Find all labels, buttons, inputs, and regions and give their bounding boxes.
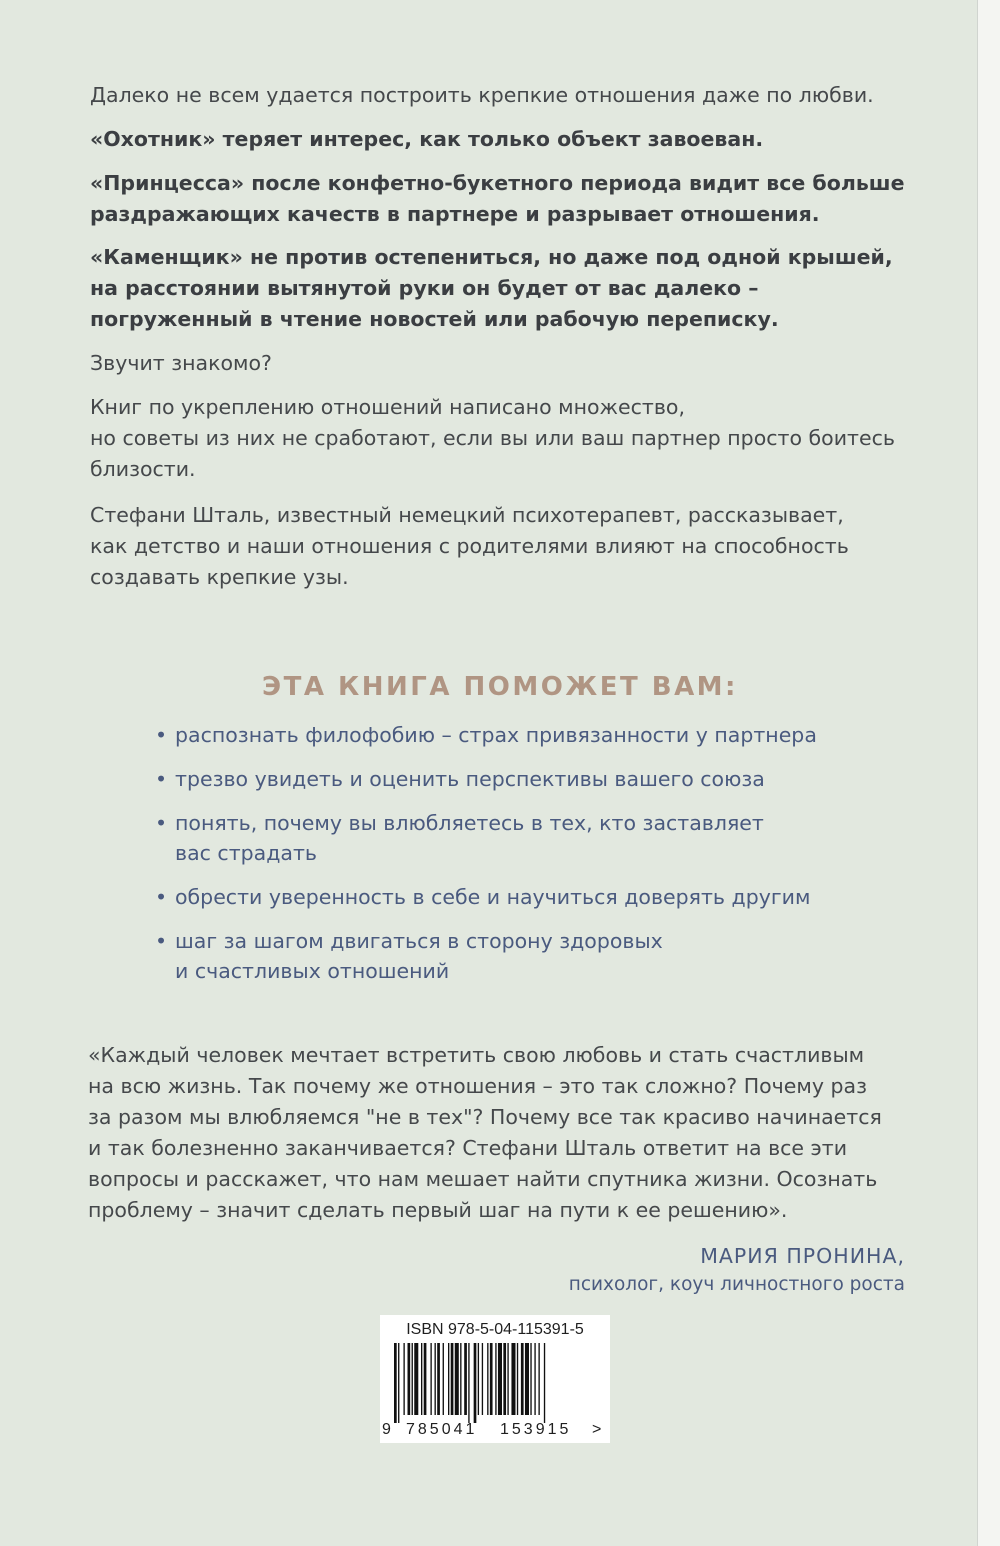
barcode-bar [507,1343,508,1415]
bullet-icon: • [155,767,168,791]
barcode-digits-left: 785041 [406,1421,478,1438]
testimonial-quote: «Каждый человек мечтает встретить свою любовь и стать счастливым на всю жизнь. Так почему же отношения – это так сложно? Почему раз за разом мы влюбляемся "не в тех"? Почему все так красиво начинается и так болезненно заканчивается? Стефани Шталь ответит на все эти вопросы и расскажет, что нам мешает найти спутника жизни. Осознать проблему – значит сделать первый шаг на пути к ее решению». [88,1043,882,1222]
benefits-list [155,720,915,1000]
barcode-digit-first: 9 [382,1421,391,1438]
barcode-bar [521,1343,524,1415]
barcode-bar [517,1343,518,1415]
barcode-bar [544,1343,545,1423]
barcode-bar [403,1343,404,1415]
quote-author: МАРИЯ ПРОНИНА, [700,1244,905,1268]
barcode-bar [408,1343,411,1415]
list-item: • понять, почему вы влюбляетесь в тех, кто заставляет вас страдать [155,808,915,868]
bullet-icon: • [155,929,168,953]
bullet-icon: • [155,723,168,747]
barcode-bar [421,1343,422,1415]
barcode-bar [525,1343,529,1415]
list-item: • шаг за шагом двигаться в сторону здоровых и счастливых отношений [155,926,915,986]
barcode-icon [390,1343,600,1423]
barcode-bar [414,1343,418,1415]
barcode-bar [530,1343,531,1415]
barcode-bar [464,1343,467,1415]
barcode-bar [468,1343,469,1423]
barcode-bar [498,1343,502,1415]
bullet-icon: • [155,811,168,835]
quote-author-role: психолог, коуч личностного роста [568,1274,905,1295]
intro-paragraph-books: Книг по укреплению отношений написано множество, но советы из них не сработают, если вы или ваш партнер просто боитесь близости. [90,395,895,481]
bullet-icon: • [155,885,168,909]
barcode-bar [474,1343,477,1423]
barcode-digits-right: 153915 [500,1421,572,1438]
barcode-bar [482,1343,483,1415]
barcode-bar [430,1343,431,1415]
isbn-label: ISBN 978-5-04-115391-5 [406,1321,584,1338]
barcode-bar [478,1343,479,1415]
barcode-bar [448,1343,449,1415]
intro-paragraph-hunter: «Охотник» теряет интерес, как только объект завоеван. [90,127,764,151]
intro-paragraph-princess: «Принцесса» после конфетно-букетного периода видит все больше раздражающих качеств в партнере и разрывает отношения. [90,171,905,226]
list-item: • трезво увидеть и оценить перспективы вашего союза [155,764,915,794]
intro-paragraph-1: Далеко не всем удается построить крепкие отношения даже по любви. [90,83,874,107]
list-item: • распознать филофобию – страх привязанности у партнера [155,720,915,750]
list-item: • обрести уверенность в себе и научиться доверять другим [155,882,915,912]
barcode-bar [538,1343,539,1415]
barcode-panel [380,1315,610,1443]
intro-paragraph-mason: «Каменщик» не против остепениться, но даже под одной крышей, на расстоянии вытянутой руки он будет от вас далеко – погруженный в чтение новостей или рабочую переписку. [90,245,893,331]
intro-paragraph-familiar: Звучит знакомо? [90,351,272,375]
barcode-bar [511,1343,515,1415]
barcode-bar [424,1343,427,1415]
benefits-heading: ЭТА КНИГА ПОМОЖЕТ ВАМ: [262,672,738,702]
barcode-bar [460,1343,461,1415]
barcode-bar [437,1343,440,1415]
barcode-bar [394,1343,397,1423]
barcode-bar [443,1343,444,1415]
barcode-bar [451,1343,454,1415]
barcode-bar [534,1343,535,1415]
barcode-bar [455,1343,459,1415]
intro-paragraph-author: Стефани Шталь, известный немецкий психотерапевт, рассказывает, как детство и наши отношения с родителями влияют на способность создавать крепкие узы. [90,503,849,589]
barcode-bar [487,1343,488,1415]
barcode-bar [490,1343,493,1415]
barcode-bar [503,1343,506,1415]
barcode-bar [435,1343,436,1415]
barcode-bar [495,1343,496,1415]
barcode-bar [398,1343,399,1423]
cover-edge [977,0,1000,1546]
barcode-bar [412,1343,413,1415]
barcode-arrow: > [592,1421,602,1438]
